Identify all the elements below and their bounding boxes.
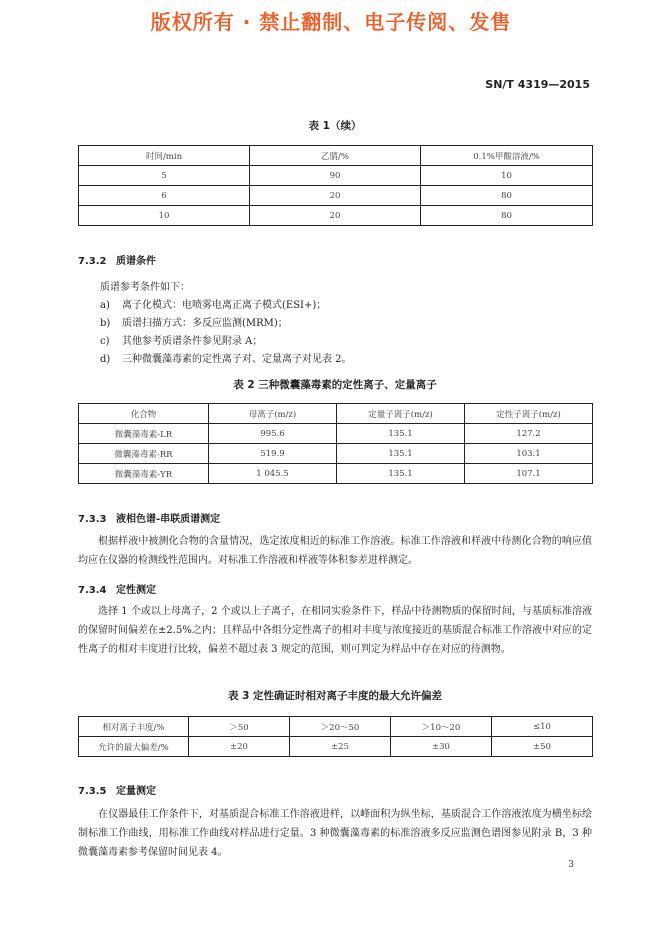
table-header-cell: 0.1%甲酸溶液/% (421, 146, 593, 166)
list-text: 三种微囊藻毒素的定性离子对、定量离子对见表 2。 (122, 354, 352, 365)
table-header-row (79, 404, 593, 424)
table-header-cell: 化合物 (79, 404, 209, 424)
table-3-caption: 表 3 定性确证时相对离子丰度的最大允许偏差 (227, 690, 443, 702)
section-7-3-3-paragraph: 根据样液中被测化合物的含量情况，选定浓度相近的标准工作溶液。标准工作溶液和样液中待测化合物的响应值均应在仪器的检测线性范围内。对标准工作溶液和样液等体积参差进样测定。 (78, 536, 592, 566)
list-marker: c) (100, 336, 110, 347)
page-number: 3 (568, 860, 574, 870)
list-item (100, 350, 352, 365)
table-header-cell: 乙腈/% (250, 146, 421, 166)
table-cell: ±20 (189, 737, 290, 757)
table-cell: 135.1 (337, 444, 465, 464)
section-title: 质谱条件 (116, 256, 156, 267)
table-2-caption: 表 2 三种微囊藻毒素的定性离子、定量离子 (233, 379, 437, 391)
table-cell: 20 (250, 186, 421, 206)
list-marker: a) (100, 300, 110, 311)
table-cell: 微囊藻毒素-RR (79, 444, 209, 464)
table-header-cell: 定性子离子(m/z) (465, 404, 593, 424)
table-cell: 80 (421, 186, 593, 206)
table-cell: 10 (421, 166, 593, 186)
table-header-row (79, 146, 593, 166)
table-cell: 107.1 (465, 464, 593, 484)
list-text: 离子化模式：电喷雾电离正离子模式(ESI+)； (122, 300, 327, 311)
table-cell: 微囊藻毒素-LR (79, 424, 209, 444)
section-7-3-5-heading (78, 782, 156, 797)
table-cell: 10 (79, 206, 250, 226)
section-number: 7.3.5 (78, 786, 107, 797)
copyright-watermark: 版权所有 · 禁止翻制、电子传阅、发售 (150, 10, 512, 34)
table-cell: 6 (79, 186, 250, 206)
table-row-header: 允许的最大偏差/% (79, 737, 189, 757)
table-cell: ＞20～50 (290, 717, 391, 737)
table-row (79, 424, 593, 444)
table-cell: 135.1 (337, 424, 465, 444)
table-cell: 80 (421, 206, 593, 226)
table-cell: 1 045.5 (209, 464, 337, 484)
section-title: 液相色谱-串联质谱测定 (116, 514, 221, 525)
table-cell: 微囊藻毒素-YR (79, 464, 209, 484)
section-title: 定量测定 (116, 786, 156, 797)
table-row (79, 166, 593, 186)
standard-code: SN/T 4319—2015 (485, 78, 590, 91)
table-cell: 135.1 (337, 464, 465, 484)
list-text: 其他参考质谱条件参见附录 A； (122, 336, 263, 347)
table-row (79, 206, 593, 226)
section-intro: 质谱参考条件如下： (100, 282, 190, 293)
list-text: 质谱扫描方式：多反应监测(MRM)； (122, 318, 288, 329)
list-item (100, 332, 262, 347)
table-row (79, 717, 593, 737)
table-1-caption: 表 1（续） (308, 120, 362, 132)
table-cell: 103.1 (465, 444, 593, 464)
list-marker: b) (100, 318, 111, 329)
table-row-header: 相对离子丰度/% (79, 717, 189, 737)
table-row (79, 444, 593, 464)
table-cell: 519.9 (209, 444, 337, 464)
table-header-cell: 时间/min (79, 146, 250, 166)
table-cell: 5 (79, 166, 250, 186)
table-cell: 90 (250, 166, 421, 186)
section-7-3-4-paragraph: 选择 1 个或以上母离子，2 个或以上子离子，在相同实验条件下，样品中待测物质的保留时间，与基质标准溶液的保留时间偏差在±2.5%之内；且样品中各组分定性离子的相对丰度与浓度接近的基质混合标准工作溶液中对应的定性离子的相对丰度进行比较，偏差不超过表 3 规定的范围，则可判定为样品中存在对应的待测物。 (78, 606, 592, 655)
section-number: 7.3.3 (78, 514, 107, 525)
section-7-3-5-paragraph: 在仪器最佳工作条件下，对基质混合标准工作溶液进样，以峰面积为纵坐标，基质混合工作溶液浓度为横坐标绘制标准工作曲线，用标准工作曲线对样品进行定量。3 种微囊藻毒素的标准溶液多反应监测色谱图参见附录 B，3 种微囊藻毒素参考保留时间见表 4。 (78, 809, 592, 858)
table-3 (78, 716, 593, 757)
table-row (79, 186, 593, 206)
table-cell: 20 (250, 206, 421, 226)
section-number: 7.3.2 (78, 256, 107, 267)
table-header-cell: 定量子离子(m/z) (337, 404, 465, 424)
table-2 (78, 403, 593, 484)
section-7-3-4-heading (78, 581, 156, 596)
list-marker: d) (100, 354, 111, 365)
table-cell: 127.2 (465, 424, 593, 444)
table-cell: ＞10～20 (391, 717, 492, 737)
list-item (100, 296, 326, 311)
section-title: 定性测定 (116, 585, 156, 596)
section-7-3-3-heading (78, 510, 220, 525)
section-7-3-2-heading (78, 252, 156, 267)
table-cell: ±25 (290, 737, 391, 757)
table-cell: 995.6 (209, 424, 337, 444)
list-item (100, 314, 288, 329)
table-cell: ±50 (492, 737, 593, 757)
table-1 (78, 145, 593, 226)
table-header-cell: 母离子(m/z) (209, 404, 337, 424)
table-cell: ±30 (391, 737, 492, 757)
table-cell: ＞50 (189, 717, 290, 737)
table-row (79, 737, 593, 757)
table-row (79, 464, 593, 484)
section-number: 7.3.4 (78, 585, 107, 596)
table-cell: ≤10 (492, 717, 593, 737)
